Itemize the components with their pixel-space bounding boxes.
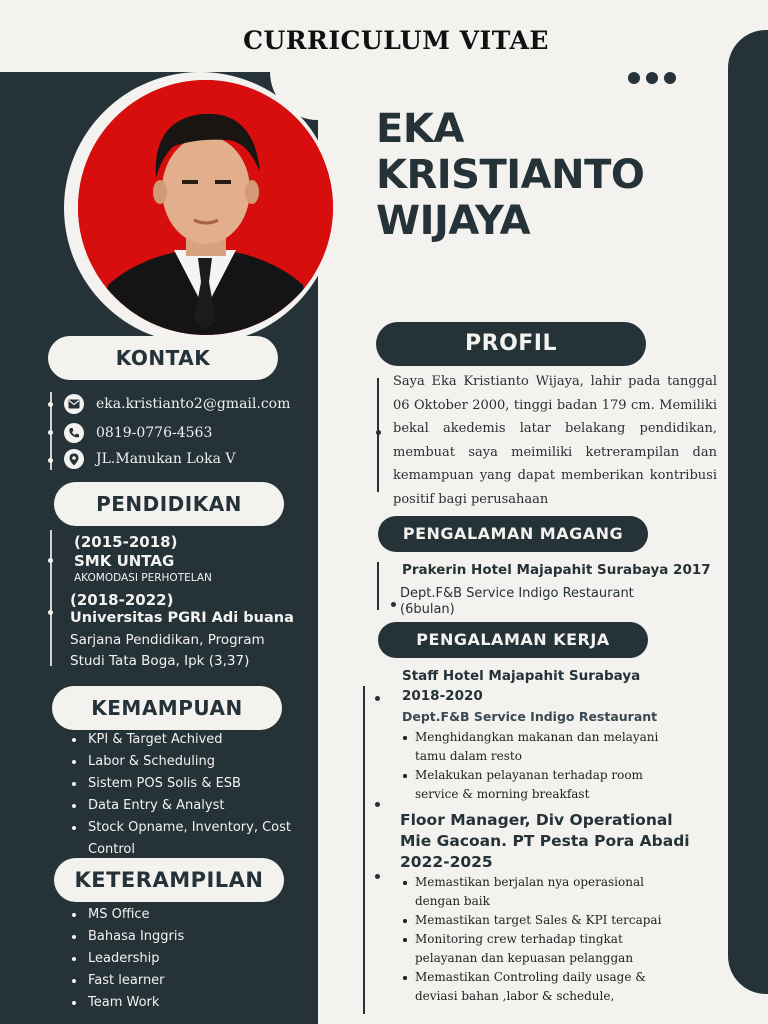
list-item-text: Control — [88, 842, 135, 857]
list-item: Memastikan target Sales & KPI tercapai — [401, 911, 671, 930]
full-name — [376, 106, 644, 244]
document-title: CURRICULUM VITAE — [243, 26, 549, 55]
contact-phone[interactable]: 0819-0776-4563 — [96, 425, 213, 441]
contact-address-row — [64, 449, 236, 469]
more-icon — [628, 72, 676, 84]
list-item: Bahasa Inggris — [68, 926, 184, 948]
education-1-school: SMK UNTAG — [74, 552, 175, 570]
internship-timeline — [377, 562, 379, 610]
profile-photo — [78, 80, 333, 335]
skills-heading: KETERAMPILAN — [54, 858, 284, 902]
contact-email[interactable]: eka.kristianto2@gmail.com — [96, 396, 291, 412]
skills-list — [68, 904, 184, 1014]
list-item: MS Office — [68, 904, 184, 926]
abilities-list — [68, 729, 291, 861]
job-2-years: 2022-2025 — [400, 853, 493, 871]
timeline-dot — [375, 696, 380, 701]
job-1-duties — [401, 728, 681, 804]
job-2-duties — [401, 873, 671, 1006]
email-icon — [64, 394, 84, 414]
list-item: Melakukan pelayanan terhadap room service & morning breakfast — [401, 766, 681, 804]
phone-icon — [64, 423, 84, 443]
education-2-major-line1: Sarjana Pendidikan, Program — [70, 632, 265, 648]
name-line-3: WIJAYA — [376, 198, 531, 244]
profile-timeline — [377, 378, 379, 492]
job-1-years: 2018-2020 — [402, 688, 483, 704]
timeline-dot — [48, 402, 53, 407]
contact-address: JL.Manukan Loka V — [96, 451, 236, 467]
list-item: Menghidangkan makanan dan melayani tamu dalam resto — [401, 728, 681, 766]
profile-heading: PROFIL — [376, 322, 646, 366]
education-2-major-line2: Studi Tata Boga, Ipk (3,37) — [70, 653, 250, 669]
education-2-school: Universitas PGRI Adi buana — [70, 610, 294, 626]
list-item: Leadership — [68, 948, 184, 970]
education-heading: PENDIDIKAN — [54, 482, 284, 526]
job-1-title: Staff Hotel Majapahit Surabaya — [402, 668, 641, 684]
internship-dept-line2: (6bulan) — [400, 602, 455, 617]
work-timeline — [363, 686, 365, 1014]
list-item: Stock Opname, Inventory, Cost — [68, 817, 291, 839]
right-decoration-bar — [728, 30, 768, 994]
list-item: Memastikan Controling daily usage & deviasi bahan ,labor & schedule, — [401, 968, 671, 1006]
timeline-dot — [48, 558, 53, 563]
contact-email-row[interactable] — [64, 394, 290, 414]
contact-heading: KONTAK — [48, 336, 278, 380]
education-2-years: (2018-2022) — [70, 591, 174, 609]
work-heading: PENGALAMAN KERJA — [378, 622, 648, 658]
timeline-dot — [391, 602, 396, 607]
internship-dept-line1: Dept.F&B Service Indigo Restaurant — [400, 586, 634, 601]
timeline-dot — [375, 802, 380, 807]
contact-phone-row[interactable] — [64, 423, 212, 443]
job-1-dept: Dept.F&B Service Indigo Restaurant — [402, 709, 658, 724]
list-item: Fast learner — [68, 970, 184, 992]
timeline-dot — [48, 458, 53, 463]
timeline-dot — [48, 610, 53, 615]
name-line-1: EKA — [376, 106, 464, 152]
list-item: Memastikan berjalan nya operasional dengan baik — [401, 873, 671, 911]
timeline-dot — [376, 430, 381, 435]
job-2-title-line2: Mie Gacoan. PT Pesta Pora Abadi — [400, 832, 690, 850]
list-item: KPI & Target Achived — [68, 729, 291, 751]
abilities-heading: KEMAMPUAN — [52, 686, 282, 730]
location-icon — [64, 449, 84, 469]
list-item: Monitoring crew terhadap tingkat pelayanan dan kepuasan pelanggan — [401, 930, 671, 968]
timeline-dot — [375, 874, 380, 879]
internship-title: Prakerin Hotel Majapahit Surabaya 2017 — [402, 562, 711, 578]
list-item: Sistem POS Solis & ESB — [68, 773, 291, 795]
education-1-major: AKOMODASI PERHOTELAN — [74, 572, 212, 584]
education-timeline — [50, 530, 52, 666]
education-1-years: (2015-2018) — [74, 533, 178, 551]
profile-text: Saya Eka Kristianto Wijaya, lahir pada tanggal 06 Oktober 2000, tinggi badan 179 cm. Memiliki bekal akedemis latar belakang pendidikan, membuat saya meimiliki ketrerampilan dan kemampuan yang dapat memberikan kontribusi positif bagi perusahaan — [393, 374, 717, 507]
name-line-2: KRISTIANTO — [376, 152, 645, 198]
list-item: Team Work — [68, 992, 184, 1014]
list-item: Labor & Scheduling — [68, 751, 291, 773]
internship-heading: PENGALAMAN MAGANG — [378, 516, 648, 552]
timeline-dot — [48, 430, 53, 435]
job-2-title-line1: Floor Manager, Div Operational — [400, 811, 673, 829]
list-item: Data Entry & Analyst — [68, 795, 291, 817]
